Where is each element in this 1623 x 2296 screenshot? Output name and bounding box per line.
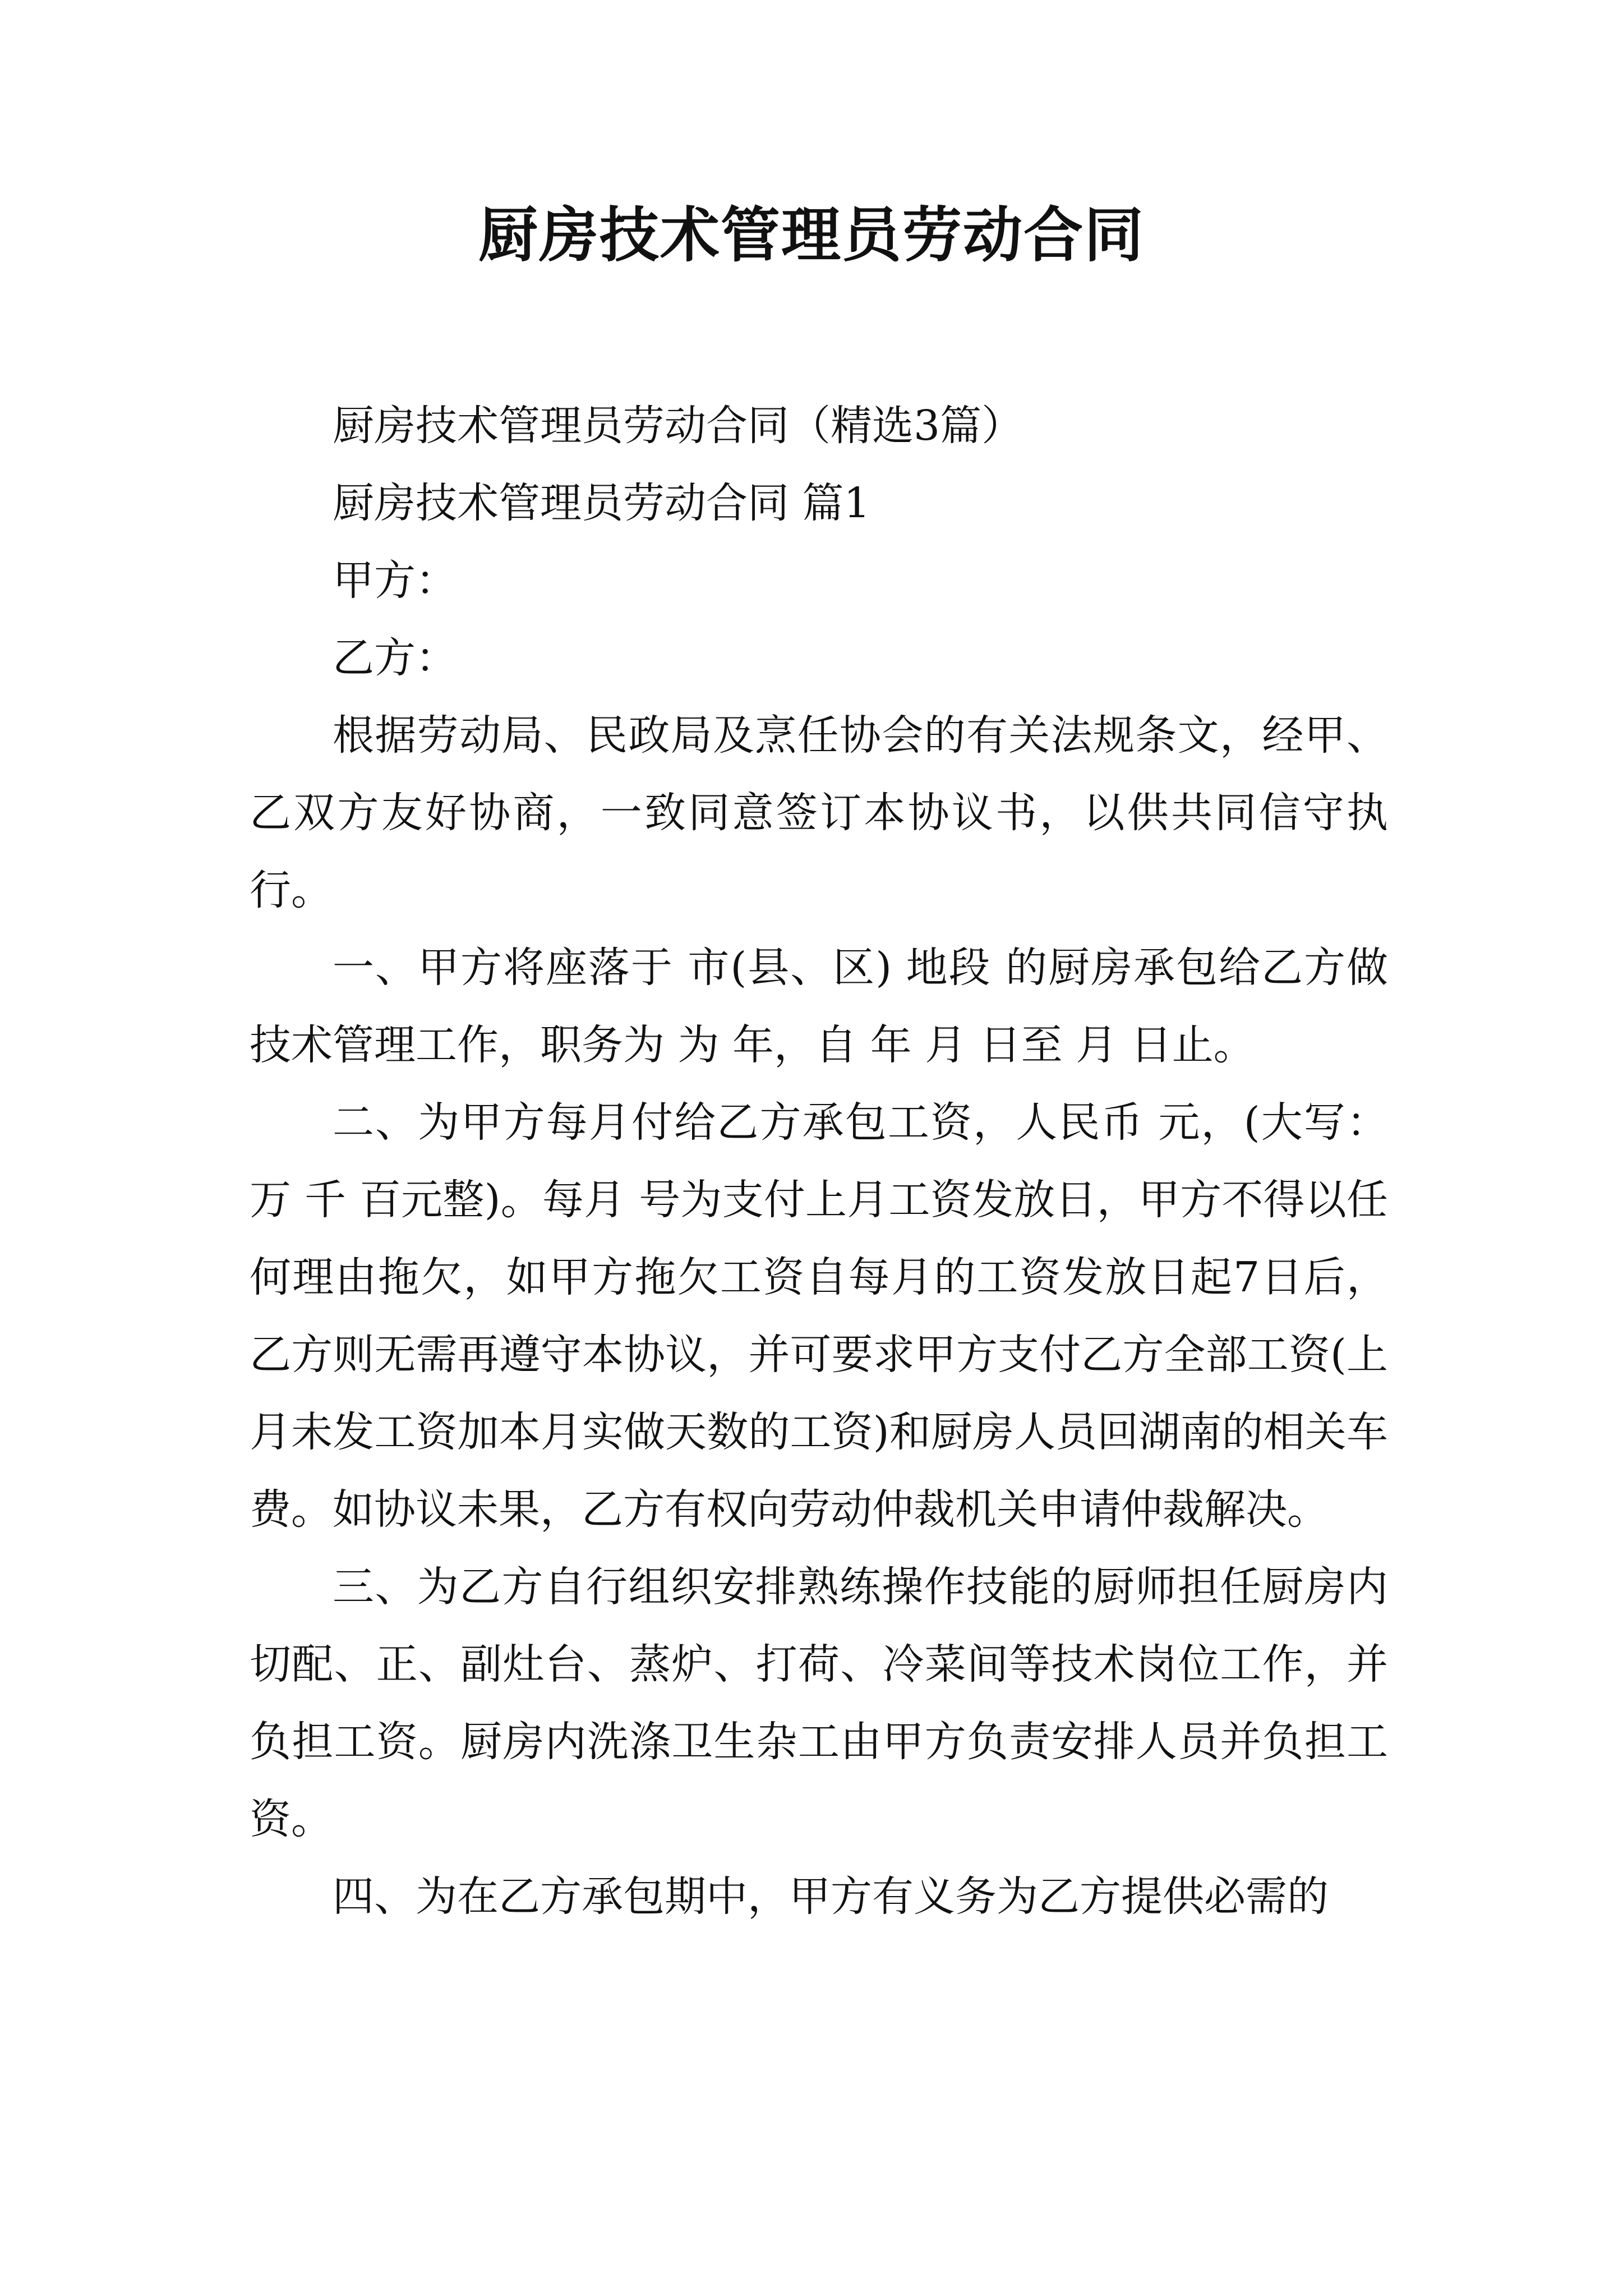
paragraph-subtitle: 厨房技术管理员劳动合同（精选3篇）	[333, 402, 1023, 450]
paragraph-section-heading: 厨房技术管理员劳动合同 篇1	[333, 479, 870, 527]
paragraph-party-a: 甲方：	[333, 556, 457, 605]
paragraph-clause-3: 三、为乙方自行组织安排熟练操作技能的厨师担任厨房内切配、正、副灶台、蒸炉、打荷、冷菜间等技术岗位工作，并负担工资。厨房内洗涤卫生杂工由甲方负责安排人员并负担工资。	[250, 1563, 1388, 1843]
paragraph-clause-4: 四、为在乙方承包期中，甲方有义务为乙方提供必需的	[333, 1872, 1329, 1921]
paragraph-party-b: 乙方：	[333, 634, 457, 682]
paragraph-clause-2: 二、为甲方每月付给乙方承包工资，人民币 元，(大写：万 千 百元整)。每月 号为支付上月工资发放日，甲方不得以任何理由拖欠，如甲方拖欠工资自每月的工资发放日起7日后，乙方则无需再遵守本协议，并可要求甲方支付乙方全部工资(上月未发工资加本月实做天数的工资)和厨房人员回湖南的相关车费。如协议未果，乙方有权向劳动仲裁机关申请仲裁解决。	[250, 1098, 1388, 1534]
paragraph-clause-1: 一、甲方将座落于 市(县、区) 地段 的厨房承包给乙方做技术管理工作，职务为 为 年，自 年 月 日至 月 日止。	[250, 944, 1388, 1069]
document-title: 厨房技术管理员劳动合同	[478, 200, 1145, 270]
paragraph-preamble: 根据劳动局、民政局及烹任协会的有关法规条文，经甲、乙双方友好协商，一致同意签订本协议书，以供共同信守执行。	[250, 711, 1388, 914]
document-body	[250, 387, 1388, 1935]
